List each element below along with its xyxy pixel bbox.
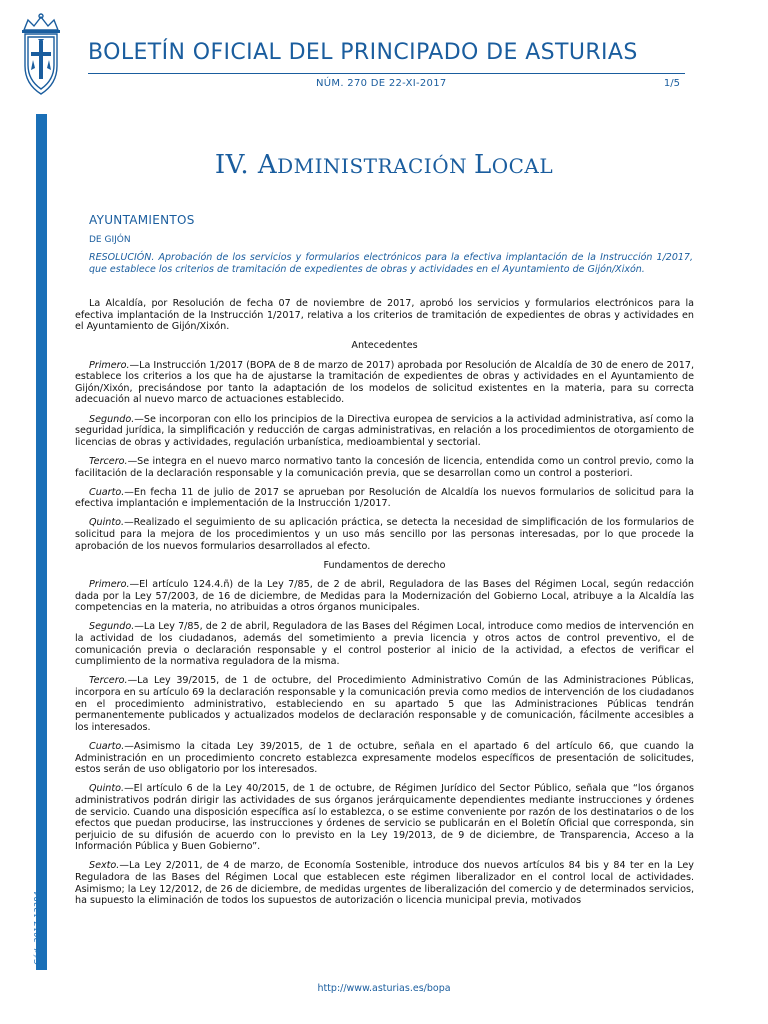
paragraph-text: —Se incorporan con ello los principios de la Directiva europea de servicios a la actividad administrativa, así como la seguridad jurídica, la simplificación y reducción de cargas administrativas, en relación a los procedimientos de otorgamiento de licencias de obras y actividades, regulación urbanística, medioambiental y sectorial. [75,413,694,448]
section-cap-l: L [473,150,492,180]
fundamento-paragraph [75,675,694,733]
antecedente-paragraph [75,414,694,449]
antecedente-paragraph [75,517,694,552]
entity-heading: AYUNTAMIENTOS [89,213,195,227]
paragraph-text: —La Ley 39/2015, de 1 de octubre, del Procedimiento Administrativo Común de las Administraciones Públicas, incorpora en su artículo 69 la declaración responsable y la comunicación previa como medios de intervención de los ciudadanos en el procedimiento administrativo, estableciendo en su apartado 5 que las Administraciones Públicas tendrán permanentemente publicados y actualizados modelos de declaración responsable y de comunicación, fácilmente accesibles a los interesados. [75,675,694,733]
paragraph-text: —El artículo 124.4.ñ) de la Ley 7/85, de 2 de abril, Reguladora de las Bases del Régimen Local, según redacción dada por la Ley 57/2003, de 16 de diciembre, de Medidas para la Modernización del Gobierno Local, atribuye a la Alcaldía las competencias en la materia, no atribuidas a otros órganos municipales. [75,579,694,614]
fundamento-paragraph [75,783,694,853]
antecedente-paragraph [75,360,694,406]
paragraph-text: —Asimismo la citada Ley 39/2015, de 1 de octubre, señala en el apartado 6 del artículo 66, que cuando la Administración en un procedimiento concreto establezca expresamente modelos específicos de presentación de solicitudes, estos serán de uso obligatorio por los interesados. [75,740,694,776]
fundamento-paragraph [75,579,694,614]
asturias-coat-of-arms-icon [16,12,66,102]
antecedentes-heading: Antecedentes [351,340,418,352]
cve-code: Cód. 2017-12384 [33,891,42,965]
section-word-1: DMINISTRACIÓN [277,154,474,178]
paragraph-lead: Quinto. [89,517,125,529]
fundamento-paragraph [75,621,694,667]
paragraph-lead: Quinto. [89,783,125,795]
paragraph-lead: Cuarto. [89,486,125,498]
paragraph-lead: Primero. [89,579,130,591]
paragraph-lead: Segundo. [89,413,135,425]
fundamentos-heading: Fundamentos de derecho [323,559,446,571]
paragraph-lead: Sexto. [89,860,120,872]
section-cap-a: A [257,150,278,180]
document-body [75,298,694,914]
paragraph-lead: Primero. [89,359,130,371]
paragraph-text: —Realizado el seguimiento de su aplicación práctica, se detecta la necesidad de simplificación de los formularios de solicitud para la mejora de los procedimientos y un uso más sencillo por las personas interesadas, por lo que procede la aprobación de los nuevos formularios desarrollados al efecto. [75,517,694,552]
page-number: 1/5 [663,78,680,89]
antecedente-paragraph [75,487,694,510]
sidebar-bar [36,114,47,970]
fundamento-paragraph [75,860,694,906]
paragraph-text: —En fecha 11 de julio de 2017 se aprueban por Resolución de Alcaldía los nuevos formularios de solicitud para la efectiva implantación e implementación de la Instrucción 1/2017. [75,486,694,510]
paragraph-lead: Tercero. [89,455,128,467]
paragraph-text: —La Instrucción 1/2017 (BOPA de 8 de marzo de 2017) aprobada por Resolución de Alcaldía de 30 de enero de 2017, establece los criterios a los que ha de ajustarse la tramitación de expedientes de obras y actividades en el Ayuntamiento de Gijón/Xixón, precisándose por tanto la adaptación de los modelos de solicitud existentes en la materia, para su correcta adecuación al nuevo marco de actuaciones establecido. [75,359,694,406]
paragraph-lead: Cuarto. [89,740,125,752]
paragraph-lead: Segundo. [89,621,135,633]
issue-number: NÚM. 270 DE 22-XI-2017 [316,78,447,89]
municipality-heading: DE GIJÓN [89,235,131,245]
masthead-divider [88,73,685,74]
intro-paragraph: La Alcaldía, por Resolución de fecha 07 de noviembre de 2017, aprobó los servicios y formularios electrónicos para la efectiva implantación de la Instrucción 1/2017, relativa a los criterios de tramitación de expedientes de obras y actividades en el Ayuntamiento de Gijón/Xixón. [75,298,694,333]
section-title [0,150,768,180]
bulletin-title: BOLETÍN OFICIAL DEL PRINCIPADO DE ASTURIAS [88,40,638,65]
paragraph-text: —El artículo 6 de la Ley 40/2015, de 1 de octubre, de Régimen Jurídico del Sector Público, señala que “los órganos administrativos podrán dirigir las actividades de sus órganos jerárquicamente dependientes mediante instrucciones y órdenes de servicio. Cuando una disposición específica así lo establezca, o se estime conveniente por razón de los destinatarios o de los efectos que puedan producirse, las instrucciones y órdenes de servicio se publicarán en el Boletín Oficial que corresponda, sin perjuicio de su difusión de acuerdo con lo previsto en la Ley 19/2013, de 9 de diciembre, de Transparencia, Acceso a la Información Pública y Buen Gobierno”. [75,783,694,853]
antecedente-paragraph [75,456,694,479]
paragraph-text: —La Ley 2/2011, de 4 de marzo, de Economía Sostenible, introduce dos nuevos artículos 84 bis y 84 ter en la Ley Reguladora de las Bases del Régimen Local que establecen este régimen liberalizador en el control local de actividades. Asimismo; la Ley 12/2012, de 26 de diciembre, de medidas urgentes de liberalización del comercio y de determinados servicios, ha supuesto la eliminación de todos los supuestos de autorización o licencia municipal previa, motivados [75,860,694,907]
fundamento-paragraph [75,741,694,776]
section-numeral: IV. [214,150,258,180]
paragraph-text: —Se integra en el nuevo marco normativo tanto la concesión de licencia, entendida como un control previo, como la facilitación de la declaración responsable y la comunicación previa, que se desarrollan como un control a posteriori. [75,455,694,479]
paragraph-text: —La Ley 7/85, de 2 de abril, Reguladora de las Bases del Régimen Local, introduce como medios de intervención en la actividad de los ciudadanos, además del sometimiento a previa licencia y otros actos de control preventivo, el de comunicación previa o declaración responsable y el control posterior al inicio de la actividad, a efectos de verificar el cumplimiento de la normativa reguladora de la misma. [75,621,694,668]
bopa-link[interactable]: http://www.asturias.es/bopa [317,983,451,994]
resolution-summary: RESOLUCIÓN. Aprobación de los servicios y formularios electrónicos para la efectiva implantación de la Instrucción 1/2017, que establece los criterios de tramitación de expedientes de obras y actividades en el Ayuntamiento de Gijón/Xixón. [89,252,693,275]
section-word-2: OCAL [491,154,554,178]
paragraph-lead: Tercero. [89,675,128,687]
